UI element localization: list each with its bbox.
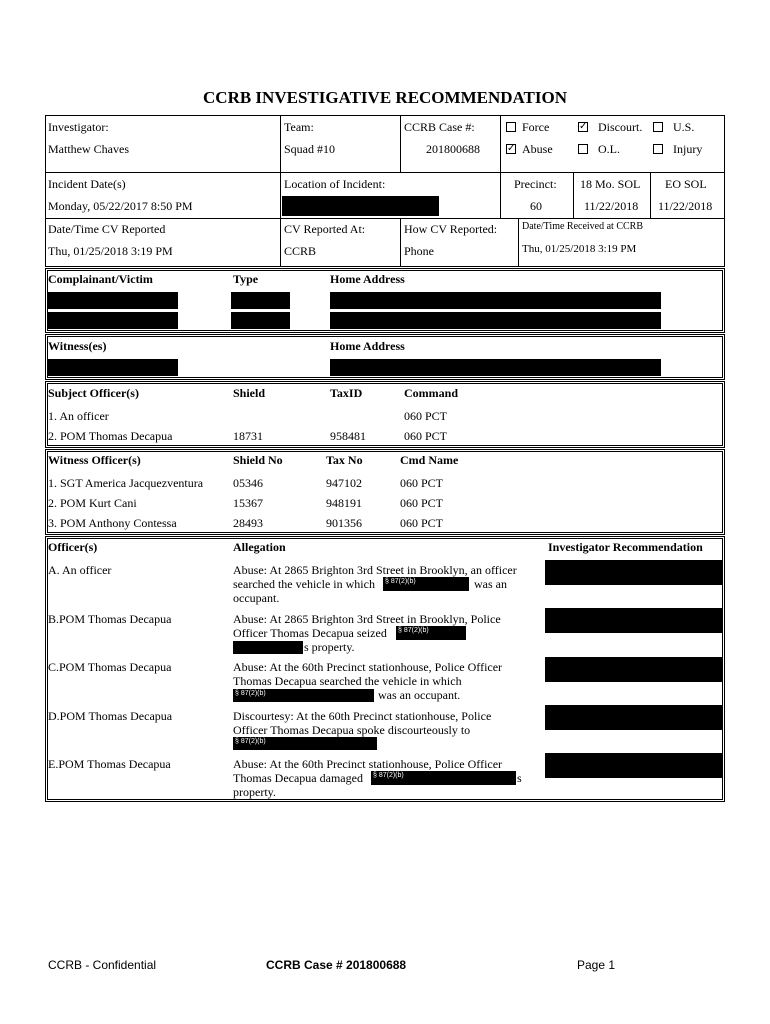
header-divider (518, 218, 519, 267)
witness-officer-tax: 901356 (326, 516, 362, 530)
subject-officer-shield: 18731 (233, 429, 263, 443)
witness-officer-tax: 948191 (326, 496, 362, 510)
allegation-col-officer: Officer(s) (48, 540, 98, 554)
witness-redaction (330, 359, 661, 376)
complainant-col-type: Type (233, 272, 259, 286)
received-value: Thu, 01/25/2018 3:19 PM (522, 243, 637, 255)
witness-col-address: Home Address (330, 339, 405, 353)
location-label: Location of Incident: (284, 177, 386, 191)
header-divider (280, 115, 281, 267)
footer-confidential: CCRB - Confidential (48, 958, 157, 972)
allegation-text-line: Abuse: At 2865 Brighton 3rd Street in Brooklyn, an officer (233, 563, 517, 577)
witness-officer-col-tax: Tax No (326, 453, 363, 467)
header-divider (400, 218, 401, 267)
witness-redaction (47, 359, 178, 376)
complainant-redaction (47, 292, 178, 309)
redaction-tag: § 87(2)(b) (396, 626, 466, 640)
cv-reported-at-value: CCRB (284, 244, 317, 258)
complainant-redaction (330, 312, 661, 329)
how-reported-label: How CV Reported: (404, 222, 498, 236)
investigator-value: Matthew Chaves (48, 142, 129, 156)
witness-officer-col-cmd: Cmd Name (400, 453, 459, 467)
subject-officer-command: 060 PCT (404, 429, 448, 443)
witness-officer-name: 2. POM Kurt Cani (48, 496, 137, 510)
subject-col-command: Command (404, 386, 459, 400)
abuse-label: Abuse (522, 142, 553, 156)
witness-officer-name: 1. SGT America Jacquezventura (48, 476, 204, 490)
injury-label: Injury (673, 142, 703, 156)
allegation-text-line: property. (233, 785, 276, 799)
redaction-tag: § 87(2)(b) (383, 577, 469, 591)
allegation-text-line: Officer Thomas Decapua seized (233, 626, 387, 640)
allegation-officer: E.POM Thomas Decapua (48, 757, 171, 771)
witness-officer-cmd: 060 PCT (400, 496, 444, 510)
eo-sol-value: 11/22/2018 (658, 199, 713, 213)
incident-date-value: Monday, 05/22/2017 8:50 PM (48, 199, 193, 213)
recommendation-redaction (545, 560, 723, 585)
complainant-redaction (231, 292, 290, 309)
witness-col-witness: Witness(es) (48, 339, 107, 353)
allegation-text-line: s property. (304, 640, 355, 654)
allegation-text-line: occupant. (233, 591, 280, 605)
subject-officer-command: 060 PCT (404, 409, 448, 423)
injury-checkbox[interactable] (653, 144, 663, 154)
ol-label: O.L. (598, 142, 620, 156)
witness-officer-shield: 15367 (233, 496, 263, 510)
ol-checkbox[interactable] (578, 144, 588, 154)
allegation-text-line: Abuse: At the 60th Precinct stationhouse, Police Officer (233, 757, 503, 771)
incident-date-label: Incident Date(s) (48, 177, 126, 191)
complainant-redaction (47, 312, 178, 329)
precinct-value: 60 (530, 199, 542, 213)
witness-officer-shield: 05346 (233, 476, 263, 490)
header-divider (500, 115, 501, 218)
redaction-tag: § 87(2)(b) (233, 689, 374, 702)
allegation-officer: B.POM Thomas Decapua (48, 612, 172, 626)
eo-sol-label: EO SOL (665, 177, 707, 191)
witness-officer-col-shield: Shield No (233, 453, 283, 467)
allegation-text-line: s (517, 771, 522, 785)
allegation-text-line: was an occupant. (378, 688, 461, 702)
allegation-officer: D.POM Thomas Decapua (48, 709, 173, 723)
allegation-text-line: Thomas Decapua searched the vehicle in which (233, 674, 462, 688)
precinct-label: Precinct: (514, 177, 557, 191)
force-checkbox[interactable] (506, 122, 516, 132)
header-divider (45, 172, 725, 173)
header-divider (400, 115, 401, 172)
subject-officer-name: 1. An officer (48, 409, 109, 423)
witness-officer-shield: 28493 (233, 516, 263, 530)
allegation-text-line: was an (474, 577, 507, 591)
header-divider (45, 218, 725, 219)
witness-officer-cmd: 060 PCT (400, 516, 444, 530)
complainant-redaction (330, 292, 661, 309)
case-value: 201800688 (426, 142, 480, 156)
force-label: Force (522, 120, 550, 134)
location-redaction (282, 196, 439, 216)
header-divider (573, 172, 574, 218)
subject-col-shield: Shield (233, 386, 266, 400)
footer-case-number: CCRB Case # 201800688 (266, 958, 407, 972)
allegation-officer: C.POM Thomas Decapua (48, 660, 172, 674)
abuse-checkbox[interactable]: ✓ (507, 143, 516, 154)
cv-reported-at-label: CV Reported At: (284, 222, 366, 236)
investigator-label: Investigator: (48, 120, 109, 134)
recommendation-redaction (545, 705, 723, 730)
team-value: Squad #10 (284, 142, 335, 156)
sol-label: 18 Mo. SOL (580, 177, 641, 191)
discourt-checkbox[interactable]: ✓ (579, 121, 588, 132)
footer-page-number: Page 1 (577, 958, 616, 972)
allegation-col-recommendation: Investigator Recommendation (548, 540, 703, 554)
case-label: CCRB Case #: (404, 120, 475, 134)
recommendation-redaction (545, 657, 723, 682)
allegation-col-allegation: Allegation (233, 540, 286, 554)
cv-reported-value: Thu, 01/25/2018 3:19 PM (48, 244, 173, 258)
complainant-col-victim: Complainant/Victim (48, 272, 153, 286)
subject-col-taxid: TaxID (330, 386, 363, 400)
header-divider (650, 172, 651, 218)
complainant-col-address: Home Address (330, 272, 405, 286)
allegation-text-line: Officer Thomas Decapua spoke discourteously to (233, 723, 471, 737)
recommendation-redaction (545, 753, 723, 778)
recommendation-redaction (545, 608, 723, 633)
witness-officer-name: 3. POM Anthony Contessa (48, 516, 177, 530)
us-checkbox[interactable] (653, 122, 663, 132)
allegation-redaction (233, 641, 303, 654)
witness-officer-cmd: 060 PCT (400, 476, 444, 490)
sol-value: 11/22/2018 (584, 199, 639, 213)
allegation-text-line: Discourtesy: At the 60th Precinct stationhouse, Police (233, 709, 492, 723)
us-label: U.S. (673, 120, 695, 134)
redaction-tag: § 87(2)(b) (233, 737, 377, 750)
allegation-text-line: searched the vehicle in which (233, 577, 375, 591)
page-title: CCRB INVESTIGATIVE RECOMMENDATION (203, 88, 567, 107)
how-reported-value: Phone (404, 244, 434, 258)
complainant-redaction (231, 312, 290, 329)
allegation-text-line: Thomas Decapua damaged (233, 771, 363, 785)
witness-officer-col-officer: Witness Officer(s) (48, 453, 141, 467)
subject-officer-name: 2. POM Thomas Decapua (48, 429, 173, 443)
discourt-label: Discourt. (598, 120, 643, 134)
witness-officer-tax: 947102 (326, 476, 362, 490)
redaction-tag: § 87(2)(b) (371, 771, 516, 785)
subject-col-officer: Subject Officer(s) (48, 386, 139, 400)
cv-reported-label: Date/Time CV Reported (48, 222, 166, 236)
team-label: Team: (284, 120, 314, 134)
subject-officer-taxid: 958481 (330, 429, 366, 443)
received-label: Date/Time Received at CCRB (522, 221, 644, 232)
allegation-text-line: Abuse: At the 60th Precinct stationhouse, Police Officer (233, 660, 503, 674)
allegation-officer: A. An officer (48, 563, 112, 577)
allegation-text-line: Abuse: At 2865 Brighton 3rd Street in Brooklyn, Police (233, 612, 501, 626)
